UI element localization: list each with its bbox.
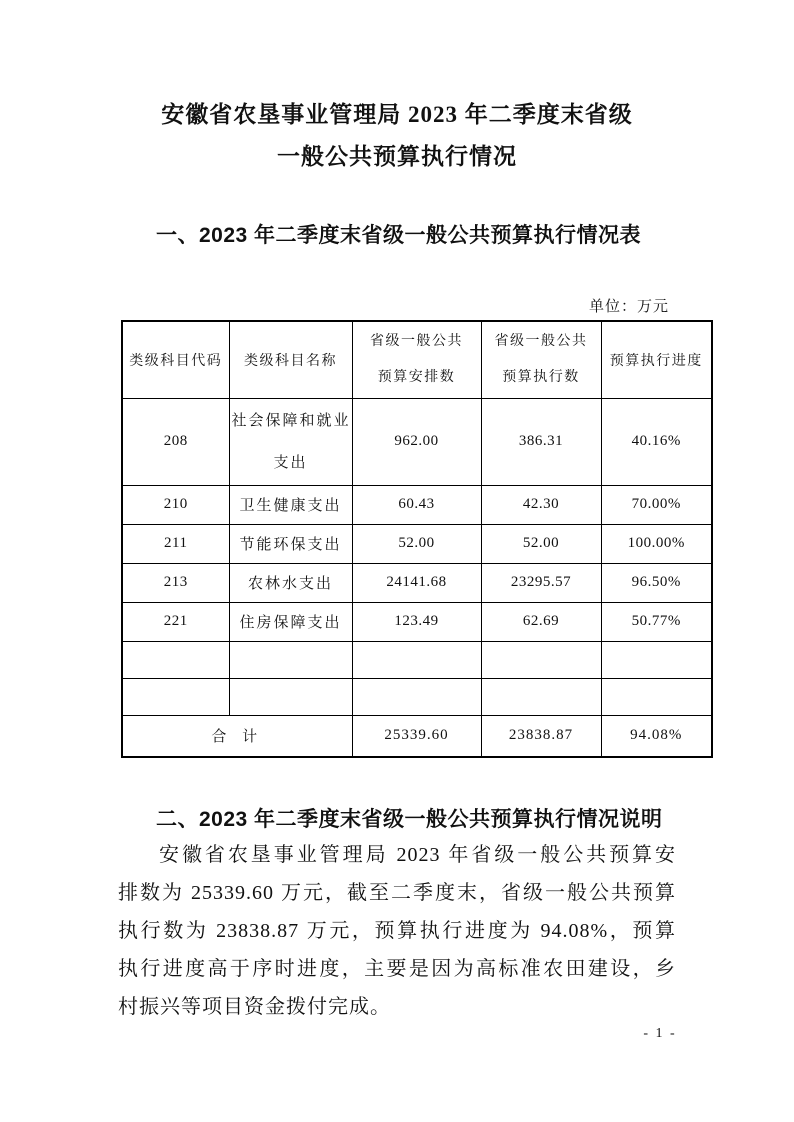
cell-code: 211 bbox=[122, 524, 229, 563]
header-execution-progress: 预算执行进度 bbox=[601, 321, 712, 398]
header-budget-executed-line2: 预算执行数 bbox=[502, 369, 580, 385]
cell-executed: 23295.57 bbox=[481, 563, 601, 602]
cell-empty bbox=[352, 678, 481, 715]
header-budget-arranged-line1: 省级一般公共 bbox=[370, 333, 463, 349]
section1-heading: 一、2023 年二季度末省级一般公共预算执行情况表 bbox=[156, 224, 642, 247]
cell-empty bbox=[352, 641, 481, 678]
budget-table bbox=[121, 320, 713, 758]
header-subject-name: 类级科目名称 bbox=[229, 321, 352, 398]
document-title-line-2: 一般公共预算执行情况 bbox=[277, 144, 517, 169]
cell-code: 208 bbox=[122, 398, 229, 485]
cell-arranged: 962.00 bbox=[352, 398, 481, 485]
cell-total-executed: 23838.87 bbox=[481, 715, 601, 757]
cell-progress: 40.16% bbox=[601, 398, 712, 485]
cell-executed: 386.31 bbox=[481, 398, 601, 485]
cell-arranged: 24141.68 bbox=[352, 563, 481, 602]
cell-empty bbox=[122, 678, 229, 715]
table-row bbox=[122, 398, 712, 485]
unit-note: 单位：万元 bbox=[588, 299, 669, 315]
cell-empty bbox=[481, 678, 601, 715]
cell-name: 卫生健康支出 bbox=[229, 485, 352, 524]
cell-empty bbox=[601, 641, 712, 678]
table-total-row bbox=[122, 715, 712, 757]
cell-progress: 50.77% bbox=[601, 602, 712, 641]
table-row bbox=[122, 485, 712, 524]
table-row bbox=[122, 563, 712, 602]
cell-empty bbox=[122, 641, 229, 678]
paragraph-line: 安徽省农垦事业管理局 2023 年省级一般公共预算安 bbox=[159, 844, 676, 866]
cell-empty bbox=[601, 678, 712, 715]
cell-name-line2: 支出 bbox=[273, 454, 308, 471]
cell-executed: 62.69 bbox=[481, 602, 601, 641]
cell-arranged: 123.49 bbox=[352, 602, 481, 641]
paragraph-line: 执行数为 23838.87 万元，预算执行进度为 94.08%，预算 bbox=[118, 920, 676, 942]
table-row bbox=[122, 524, 712, 563]
table-header-row bbox=[122, 321, 712, 398]
cell-name-line1: 社会保障和就业 bbox=[231, 412, 351, 429]
cell-total-label: 合 计 bbox=[122, 715, 352, 757]
cell-arranged: 52.00 bbox=[352, 524, 481, 563]
cell-empty bbox=[229, 641, 352, 678]
header-budget-arranged bbox=[352, 321, 481, 398]
cell-empty bbox=[481, 641, 601, 678]
cell-code: 221 bbox=[122, 602, 229, 641]
header-budget-executed bbox=[481, 321, 601, 398]
paragraph-line: 执行进度高于序时进度，主要是因为高标准农田建设，乡 bbox=[118, 958, 676, 980]
header-budget-arranged-line2: 预算安排数 bbox=[377, 369, 456, 385]
cell-code: 213 bbox=[122, 563, 229, 602]
cell-name: 节能环保支出 bbox=[229, 524, 352, 563]
table-empty-row bbox=[122, 641, 712, 678]
explanation-paragraph bbox=[118, 836, 676, 1026]
cell-arranged: 60.43 bbox=[352, 485, 481, 524]
cell-progress: 96.50% bbox=[601, 563, 712, 602]
section2-heading: 二、2023 年二季度末省级一般公共预算执行情况说明 bbox=[156, 808, 663, 831]
cell-total-progress: 94.08% bbox=[601, 715, 712, 757]
cell-executed: 42.30 bbox=[481, 485, 601, 524]
cell-name: 农林水支出 bbox=[229, 563, 352, 602]
header-subject-code: 类级科目代码 bbox=[122, 321, 229, 398]
cell-name: 住房保障支出 bbox=[229, 602, 352, 641]
table-empty-row bbox=[122, 678, 712, 715]
cell-code: 210 bbox=[122, 485, 229, 524]
cell-progress: 70.00% bbox=[601, 485, 712, 524]
header-budget-executed-line1: 省级一般公共 bbox=[494, 333, 588, 349]
cell-name bbox=[229, 398, 352, 485]
document-title bbox=[0, 94, 794, 178]
paragraph-line: 排数为 25339.60 万元，截至二季度末，省级一般公共预算 bbox=[118, 882, 676, 904]
document-title-line-1: 安徽省农垦事业管理局 2023 年二季度末省级 bbox=[161, 102, 633, 127]
page-number: - 1 - bbox=[643, 1026, 677, 1041]
cell-total-arranged: 25339.60 bbox=[352, 715, 481, 757]
paragraph-line: 村振兴等项目资金拨付完成。 bbox=[118, 996, 391, 1018]
cell-executed: 52.00 bbox=[481, 524, 601, 563]
table-row bbox=[122, 602, 712, 641]
cell-empty bbox=[229, 678, 352, 715]
cell-progress: 100.00% bbox=[601, 524, 712, 563]
